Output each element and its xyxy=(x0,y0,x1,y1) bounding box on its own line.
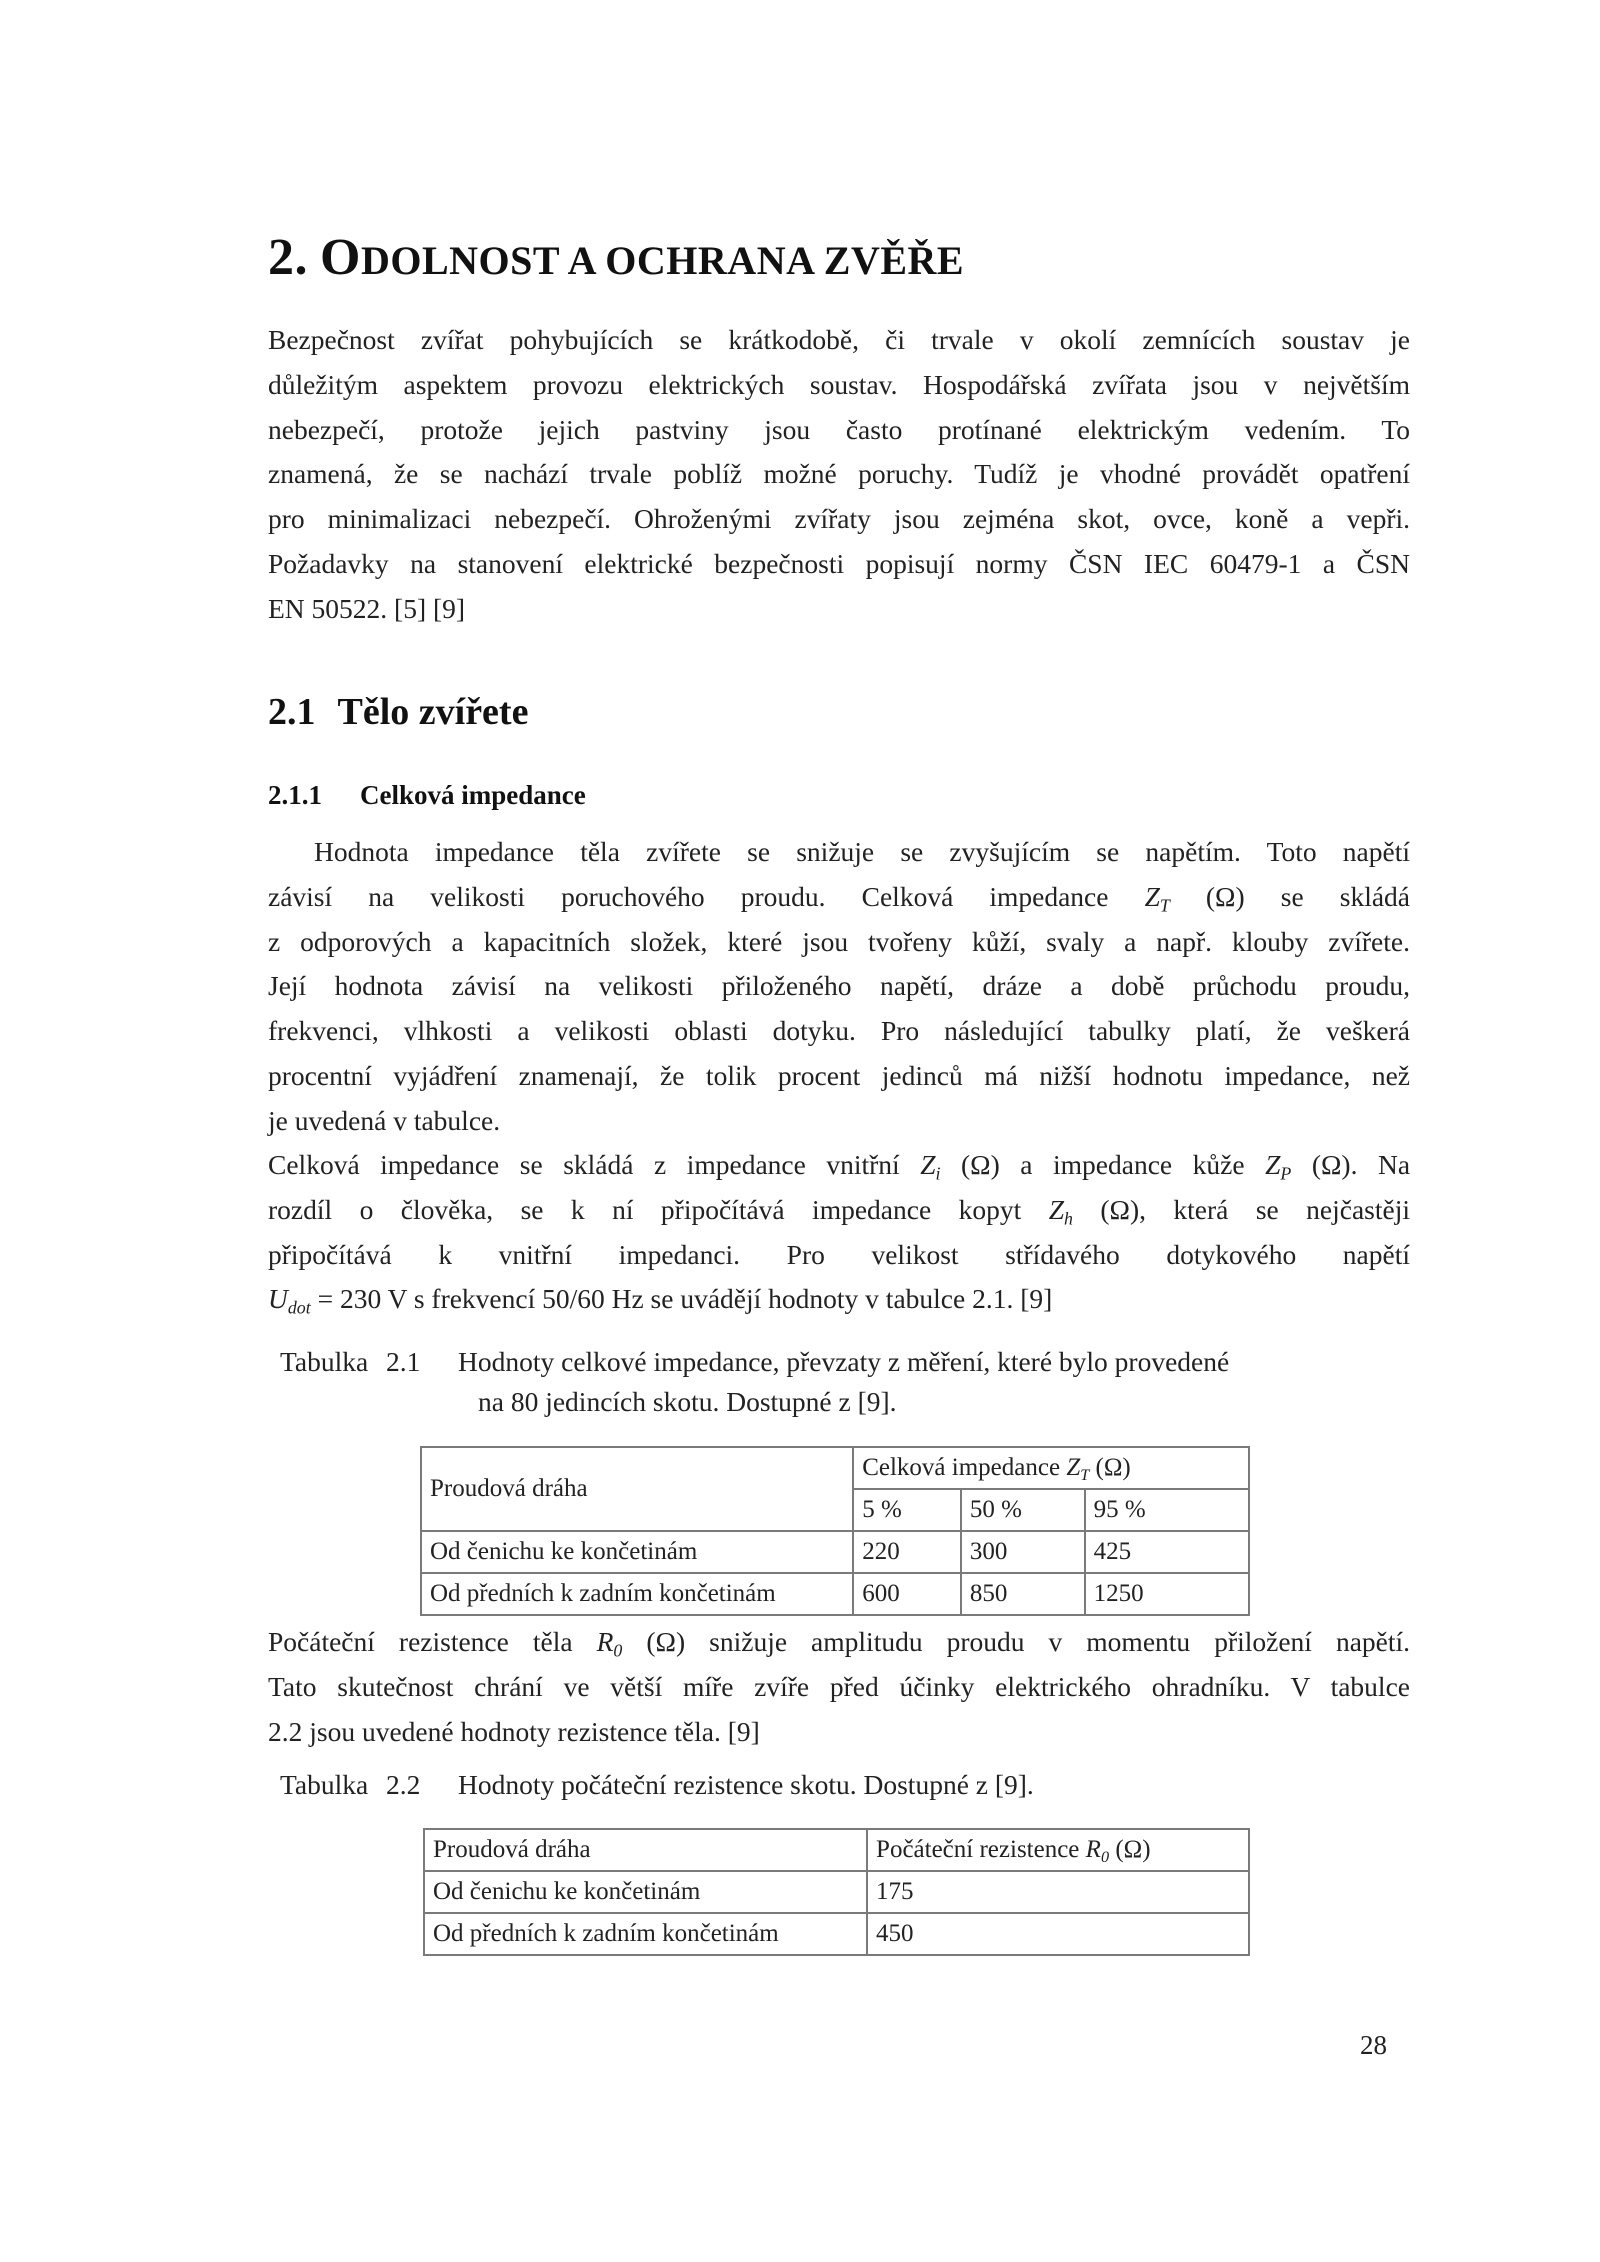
text-line: je uvedená v tabulce. xyxy=(268,1104,501,1136)
text-line: závisí na velikosti poruchového proudu. Celková impedance $Z_T$ (Ω) se skládá xyxy=(268,880,1411,916)
header-path: Proudová dráha xyxy=(421,1447,853,1531)
header-impedance: Celková impedance $Z_T$ (Ω) xyxy=(853,1447,1249,1489)
text-line: nebezpečí, protože jejich pastviny jsou často protínané elektrickým vedením. To xyxy=(268,413,1410,445)
header-percent: 50 % xyxy=(961,1489,1085,1531)
text-line: 2.2 jsou uvedené hodnoty rezistence těla. [9] xyxy=(268,1715,760,1747)
text-line: z odporových a kapacitních složek, které jsou tvořeny kůží, svaly a např. klouby zvířete. xyxy=(268,925,1410,957)
section-title: Tělo zvířete xyxy=(337,691,529,733)
symbol-zt: Z xyxy=(1144,880,1160,912)
subsection-number: 2.1.1 xyxy=(268,780,322,810)
header-path: Proudová dráha xyxy=(424,1829,867,1871)
text-line: důležitým aspektem provozu elektrických soustav. Hospodářská zvířata jsou v největším xyxy=(268,368,1410,400)
text-line: rozdíl o člověka, se k ní připočítává impedance kopyt $Z_h$ (Ω), která se nejčastěji xyxy=(268,1193,1410,1229)
chapter-number: 2. xyxy=(268,229,308,286)
text-line: procentní vyjádření znamenají, že tolik procent jedinců má nižší hodnotu impedance, než xyxy=(268,1059,1410,1091)
header-percent: 95 % xyxy=(1085,1489,1249,1531)
page-number: 28 xyxy=(1360,2030,1387,2060)
table-row: Od předních k zadním končetinám 450 xyxy=(424,1913,1249,1955)
table-row: Od čenichu ke končetinám 175 xyxy=(424,1871,1249,1913)
header-percent: 5 % xyxy=(853,1489,961,1531)
table-row: Od předních k zadním končetinám 600 850 1250 xyxy=(421,1573,1249,1615)
subsection-heading xyxy=(268,780,586,811)
chapter-title-initial: O xyxy=(320,229,361,286)
components-paragraph xyxy=(268,1143,1410,1322)
table-row: Od čenichu ke končetinám 220 300 425 xyxy=(421,1531,1249,1573)
resistance-table xyxy=(423,1828,1250,1956)
chapter-heading xyxy=(268,228,964,287)
text-line: znamená, že se nachází trvale poblíž možné poruchy. Tudíž je vhodné provádět opatření xyxy=(268,458,1410,490)
table1-caption: Tabulka 2.1 Hodnoty celkové impedance, převzaty z měření, které bylo provedené na 80 jedincích skotu. Dostupné z [9]. xyxy=(280,1346,1230,1417)
text-line: Hodnota impedance těla zvířete se snižuje se zvyšujícím se napětím. Toto napětí xyxy=(314,836,1410,867)
intro-paragraph xyxy=(268,318,1410,632)
text-line: EN 50522. [5] [9] xyxy=(268,592,466,624)
resistance-paragraph xyxy=(268,1620,1410,1754)
text-line: frekvenci, vlhkosti a velikosti oblasti dotyku. Pro následující tabulky platí, že veškerá xyxy=(268,1015,1410,1047)
impedance-paragraph xyxy=(268,830,1410,1144)
table2-caption: Tabulka 2.2 Hodnoty počáteční rezistence skotu. Dostupné z [9]. xyxy=(280,1769,1034,1800)
text-line: pro minimalizaci nebezpečí. Ohroženými zvířaty jsou zejména skot, ovce, koně a vepři. xyxy=(268,503,1410,535)
section-heading xyxy=(268,690,528,734)
text-line: Počáteční rezistence těla $R_0$ (Ω) snižuje amplitudu proudu v momentu přiložení napětí. xyxy=(268,1626,1411,1661)
text-line: Tato skutečnost chrání ve větší míře zvíře před účinky elektrického ohradníku. V tabulce xyxy=(268,1670,1410,1702)
text-line: Její hodnota závisí na velikosti přiloženého napětí, dráze a době průchodu proudu, xyxy=(268,970,1410,1002)
header-resistance: Počáteční rezistence $R_0$ (Ω) xyxy=(867,1829,1249,1871)
text-line: Celková impedance se skládá z impedance vnitřní $Z_i$ (Ω) a impedance kůže $Z_P$ (Ω). Na xyxy=(268,1149,1411,1184)
subsection-title: Celková impedance xyxy=(360,780,586,810)
chapter-title-rest: DOLNOST A OCHRANA ZVĚŘE xyxy=(360,238,965,283)
text-line: připočítává k vnitřní impedanci. Pro velikost střídavého dotykového napětí xyxy=(268,1238,1410,1270)
impedance-table xyxy=(420,1446,1250,1616)
text-line: $U_{dot} = 230$ V s frekvencí 50/60 Hz se uvádějí hodnoty v tabulce 2.1. [9] xyxy=(268,1283,1053,1318)
text-line: Bezpečnost zvířat pohybujících se krátkodobě, či trvale v okolí zemnících soustav je xyxy=(268,324,1410,355)
section-number: 2.1 xyxy=(268,691,316,733)
text-line: Požadavky na stanovení elektrické bezpečnosti popisují normy ČSN IEC 60479-1 a ČSN xyxy=(268,547,1410,579)
